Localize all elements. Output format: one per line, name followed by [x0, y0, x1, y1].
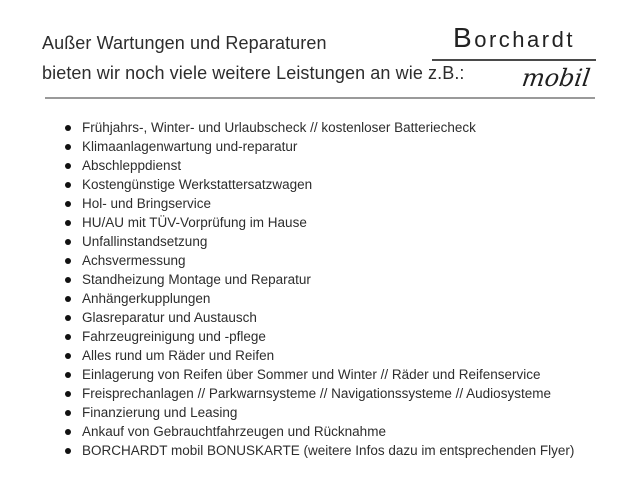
bullet-icon: [65, 239, 71, 245]
list-item: [62, 251, 622, 270]
header-divider: [45, 97, 595, 99]
bullet-icon: [65, 296, 71, 302]
service-label: Fahrzeugreinigung und -pflege: [82, 329, 266, 344]
list-item: [62, 441, 622, 460]
intro-line-1: Außer Wartungen und Reparaturen: [42, 33, 327, 53]
service-label: Freisprechanlagen // Parkwarnsysteme // Navigationssysteme // Audiosysteme: [82, 386, 551, 401]
service-label: Anhängerkupplungen: [82, 291, 211, 306]
list-item: [62, 137, 622, 156]
service-label: Unfallinstandsetzung: [82, 234, 208, 249]
bullet-icon: [65, 410, 71, 416]
list-item: [62, 346, 622, 365]
logo-script-mobil: mobil: [520, 64, 592, 92]
bullet-icon: [65, 163, 71, 169]
list-item: [62, 270, 622, 289]
borchardt-mobil-logo: [432, 22, 596, 92]
bullet-icon: [65, 391, 71, 397]
service-label: Hol- und Bringservice: [82, 196, 212, 211]
list-item: [62, 289, 622, 308]
service-label: Standheizung Montage und Reparatur: [82, 272, 311, 287]
bullet-icon: [65, 182, 71, 188]
service-label: Glasreparatur und Austausch: [82, 310, 257, 325]
service-label: BORCHARDT mobil BONUSKARTE (weitere Infos dazu im entsprechenden Flyer): [82, 443, 575, 458]
bullet-icon: [65, 448, 71, 454]
service-label: Frühjahrs-, Winter- und Urlaubscheck // kostenloser Batteriecheck: [82, 120, 476, 135]
list-item: [62, 403, 622, 422]
list-item: [62, 327, 622, 346]
bullet-icon: [65, 201, 71, 207]
service-label: Alles rund um Räder und Reifen: [82, 348, 275, 363]
list-item: [62, 118, 622, 137]
list-item: [62, 175, 622, 194]
bullet-icon: [65, 315, 71, 321]
list-item: [62, 308, 622, 327]
bullet-icon: [65, 125, 71, 131]
service-label: Klimaanlagenwartung und-reparatur: [82, 139, 298, 154]
bullet-icon: [65, 372, 71, 378]
bullet-icon: [65, 258, 71, 264]
service-label: Achsvermessung: [82, 253, 186, 268]
list-item: [62, 213, 622, 232]
service-label: HU/AU mit TÜV-Vorprüfung im Hause: [82, 215, 307, 230]
service-label: Ankauf von Gebrauchtfahrzeugen und Rücknahme: [82, 424, 386, 439]
list-item: [62, 194, 622, 213]
logo-wordmark: Borchardt: [432, 22, 596, 61]
list-item: [62, 384, 622, 403]
bullet-icon: [65, 220, 71, 226]
service-label: Finanzierung und Leasing: [82, 405, 238, 420]
intro-line-2: bieten wir noch viele weitere Leistungen an wie z.B.:: [42, 63, 465, 83]
service-label: Einlagerung von Reifen über Sommer und Winter // Räder und Reifenservice: [82, 367, 541, 382]
intro-text: [42, 28, 465, 88]
services-list: [62, 118, 622, 460]
list-item: [62, 232, 622, 251]
list-item: [62, 156, 622, 175]
service-label: Kostengünstige Werkstattersatzwagen: [82, 177, 313, 192]
list-item: [62, 422, 622, 441]
list-item: [62, 365, 622, 384]
bullet-icon: [65, 277, 71, 283]
bullet-icon: [65, 334, 71, 340]
bullet-icon: [65, 353, 71, 359]
bullet-icon: [65, 429, 71, 435]
service-label: Abschleppdienst: [82, 158, 182, 173]
bullet-icon: [65, 144, 71, 150]
